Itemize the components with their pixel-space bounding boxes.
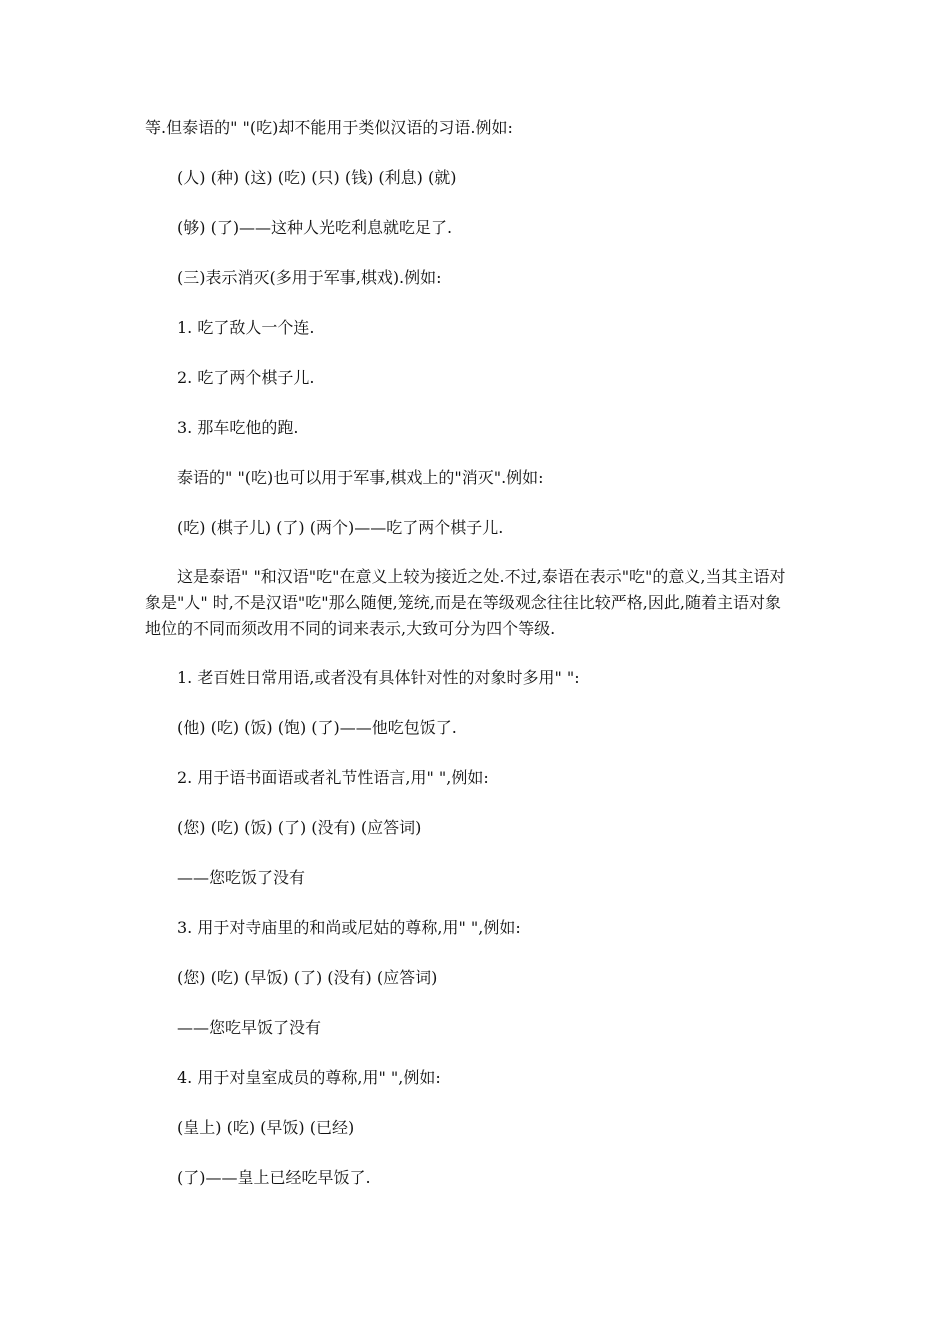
paragraph-line: 地位的不同而须改用不同的词来表示,大致可分为四个等级. [145, 619, 556, 638]
text-line: (您) (吃) (早饭) (了) (没有) (应答词) [177, 968, 438, 987]
list-item: 1. 老百姓日常用语,或者没有具体针对性的对象时多用" ": [177, 668, 580, 687]
text-line: (够) (了)——这种人光吃利息就吃足了. [177, 218, 453, 237]
list-item: 3. 用于对寺庙里的和尚或尼姑的尊称,用" ",例如: [177, 918, 521, 937]
text-line: (您) (吃) (饭) (了) (没有) (应答词) [177, 818, 422, 837]
text-line: (吃) (棋子儿) (了) (两个)——吃了两个棋子儿. [177, 518, 504, 537]
paragraph-line: 这是泰语" "和汉语"吃"在意义上较为接近之处.不过,泰语在表示"吃"的意义,当其主语对 [177, 567, 786, 586]
text-line: ——您吃早饭了没有 [177, 1018, 322, 1037]
list-item: 3. 那车吃他的跑. [177, 418, 299, 437]
text-line: (人) (种) (这) (吃) (只) (钱) (利息) (就) [177, 168, 457, 187]
section-heading: (三)表示消灭(多用于军事,棋戏).例如: [177, 268, 442, 287]
text-line: 等.但泰语的" "(吃)却不能用于类似汉语的习语.例如: [145, 118, 513, 137]
list-item: 2. 吃了两个棋子儿. [177, 368, 315, 387]
text-line: (皇上) (吃) (早饭) (已经) [177, 1118, 355, 1137]
list-item: 2. 用于语书面语或者礼节性语言,用" ",例如: [177, 768, 489, 787]
list-item: 4. 用于对皇室成员的尊称,用" ",例如: [177, 1068, 441, 1087]
text-line: (他) (吃) (饭) (饱) (了)——他吃包饭了. [177, 718, 457, 737]
text-line: 泰语的" "(吃)也可以用于军事,棋戏上的"消灭".例如: [177, 468, 544, 487]
paragraph-line: 象是"人" 时,不是汉语"吃"那么随便,笼统,而是在等级观念往往比较严格,因此,随着主语对象 [145, 593, 781, 612]
text-line: ——您吃饭了没有 [177, 868, 306, 887]
body-paragraph [145, 564, 795, 642]
list-item: 1. 吃了敌人一个连. [177, 318, 315, 337]
text-line: (了)——皇上已经吃早饭了. [177, 1168, 371, 1187]
